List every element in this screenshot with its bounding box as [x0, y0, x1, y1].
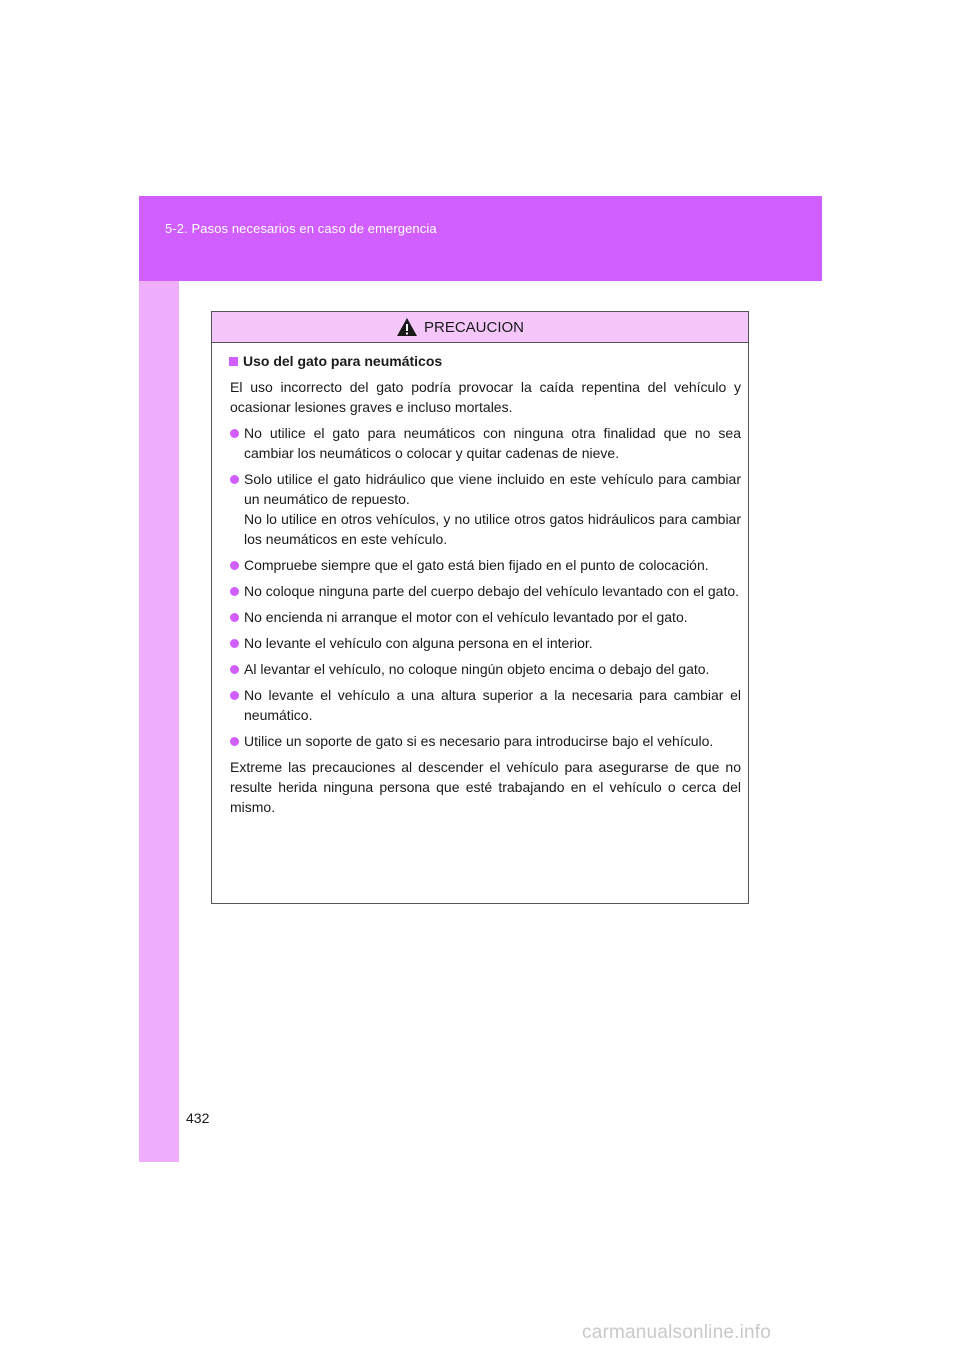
section-title-text: Uso del gato para neumáticos	[243, 353, 443, 369]
bullet-dot-icon	[230, 737, 239, 746]
square-bullet-icon	[229, 357, 238, 366]
outro-paragraph: Extreme las precauciones al descender el vehículo para asegurarse de que no resulte herida ninguna persona que esté trabajando en el vehículo o cerca del mismo.	[230, 759, 741, 815]
warning-icon	[396, 317, 418, 337]
list-item-extra-text: No lo utilice en otros vehículos, y no utilice otros gatos hidráulicos para cambiar los neumáticos en este vehículo.	[244, 511, 741, 547]
list-item-text: No levante el vehículo a una altura superior a la necesaria para cambiar el neumático.	[244, 687, 741, 723]
warning-body	[212, 343, 748, 817]
section-header: 5-2. Pasos necesarios en caso de emergencia	[165, 221, 437, 236]
bullet-dot-icon	[230, 561, 239, 570]
list-item-text: No utilice el gato para neumáticos con ninguna otra finalidad que no sea cambiar los neumáticos o colocar y quitar cadenas de nieve.	[244, 425, 741, 461]
header-band	[139, 196, 822, 281]
page-number: 432	[186, 1110, 210, 1126]
list-item-text: Al levantar el vehículo, no coloque ningún objeto encima o debajo del gato.	[244, 661, 710, 677]
watermark: carmanualsonline.info	[582, 1322, 772, 1343]
list-item-text: Solo utilice el gato hidráulico que viene incluido en este vehículo para cambiar un neumático de repuesto.	[244, 471, 741, 507]
list-item	[230, 555, 741, 575]
list-item	[230, 581, 741, 601]
bullet-dot-icon	[230, 429, 239, 438]
list-item	[230, 685, 741, 725]
warning-title: PRECAUCION	[423, 318, 524, 336]
side-strip	[139, 196, 179, 1162]
list-item	[230, 633, 741, 653]
bullet-dot-icon	[230, 587, 239, 596]
warning-header	[212, 312, 748, 343]
bullet-dot-icon	[230, 665, 239, 674]
bullet-dot-icon	[230, 475, 239, 484]
list-item	[230, 659, 741, 679]
list-item-text: No coloque ninguna parte del cuerpo debajo del vehículo levantado con el gato.	[244, 583, 740, 599]
bullet-dot-icon	[230, 639, 239, 648]
list-item-text: No levante el vehículo con alguna persona en el interior.	[244, 635, 593, 651]
list-item	[230, 469, 741, 549]
list-item	[230, 423, 741, 463]
list-item-text: Utilice un soporte de gato si es necesario para introducirse bajo el vehículo.	[244, 733, 714, 749]
list-item	[230, 607, 741, 627]
bullet-dot-icon	[230, 691, 239, 700]
list-item-text: No encienda ni arranque el motor con el vehículo levantado por el gato.	[244, 609, 688, 625]
list-item-text: Compruebe siempre que el gato está bien fijado en el punto de colocación.	[244, 557, 709, 573]
warning-box	[211, 311, 749, 904]
intro-paragraph: El uso incorrecto del gato podría provocar la caída repentina del vehículo y ocasionar lesiones graves e incluso mortales.	[230, 379, 741, 415]
bullet-dot-icon	[230, 613, 239, 622]
list-item	[230, 731, 741, 751]
section-title	[229, 351, 741, 371]
